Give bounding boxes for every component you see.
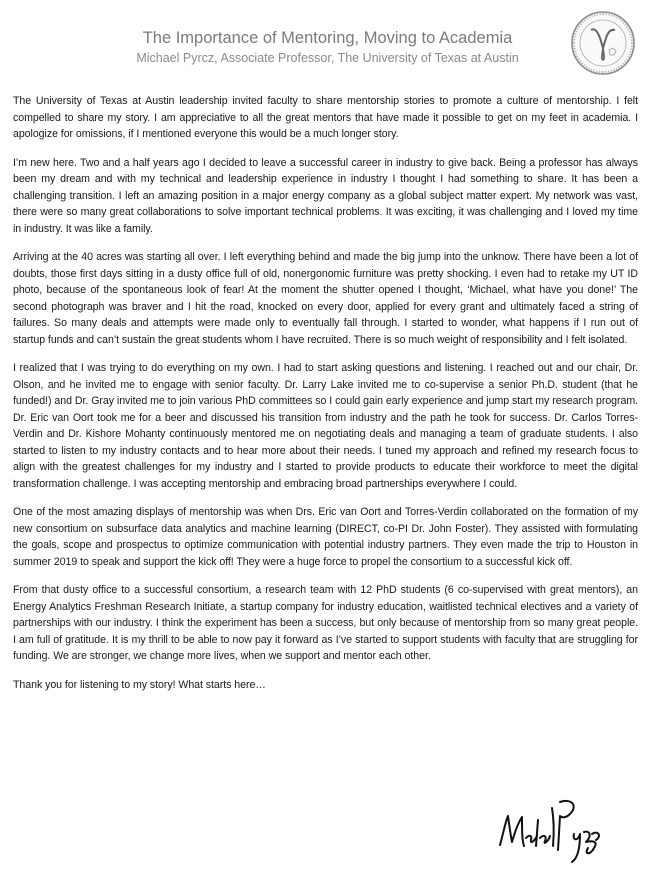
- signature-icon: [490, 790, 610, 870]
- university-seal-icon: [570, 10, 636, 76]
- author-line: Michael Pyrcz, Associate Professor, The University of Texas at Austin: [136, 51, 519, 65]
- document-header: [0, 28, 655, 67]
- paragraph-2: I’m new here. Two and a half years ago I decided to leave a successful career in industry to give back. Being a professor has always been my dream and with my technical and leadership experience in industry I thought I had something to share. It has been a challenging transition. I left an amazing position in a major energy company as a global subject matter expert. My network was vast, there were so many great collaborations to solve important technical problems. It was exciting, it was challenging and I loved my time in industry. It was like a family.: [13, 156, 638, 235]
- paragraph-4: I realized that I was trying to do everything on my own. I had to start asking questions and listening. I reached out and our chair, Dr. Olson, and he invited me to engage with senior faculty. Dr. Larry Lake invited me to co-supervise a senior Ph.D. student (that he funded!) and Dr. Gray invited me to join various PhD committees so I could gain early experience and jump start my research program. Dr. Eric van Oort took me for a beer and discussed his transition from industry and the path he took for success. Dr. Carlos Torres-Verdin and Dr. Kishore Mohanty continuously mentored me on negotiating deals and managing a team of graduate students. I also started to listen to my industry contacts and to hear more about their needs. I tuned my approach and refined my research focus to align with the greatest challenges for my industry and I started to provide products to educate their workforce to meet the digital transformation challenge. I was accepting mentorship and embracing broad partnerships everywhere I could.: [13, 362, 638, 490]
- paragraph-6: From that dusty office to a successful consortium, a research team with 12 PhD students (6 co-supervised with great mentors), an Energy Analytics Freshman Research Initiate, a startup company for industry education, waitlisted technical electives and a variety of partnerships with our industry. I think the experiment has been a success, but only because of mentorship from so many great people. I am full of gratitude. It is my thrill to be able to now pay it forward as I’ve started to support students with faculty that are struggling for funding. We are stronger, we change more lives, when we support and mentor each other.: [13, 584, 638, 662]
- paragraph-5: One of the most amazing displays of mentorship was when Drs. Eric van Oort and Torres-Verdin collaborated on the formation of my new consortium on subsurface data analytics and machine learning (DIRECT, co-PI Dr. John Foster). They assisted with formulating the goals, scope and prospectus to optimize communication with potential industry partners. They even made the trip to Houston in summer 2019 to speak and support the kick off! They were a huge force to propel the consortium to a successful kick off.: [13, 506, 638, 568]
- paragraph-1: The University of Texas at Austin leadership invited faculty to share mentorship stories to promote a culture of mentorship. I felt compelled to share my story. I am appreciative to all the great mentors that have made it possible to get on my feet in academia. I apologize for omissions, if I mentioned everyone this would be a much longer story.: [13, 95, 638, 140]
- closing-line: Thank you for listening to my story! What starts here…: [13, 678, 266, 691]
- letter-body: [13, 93, 638, 705]
- paragraph-3: Arriving at the 40 acres was starting all over. I left everything behind and made the big jump into the unknow. There have been a lot of doubts, those first days sitting in a dusty office full of old, nonergonomic furniture was pretty shocking. I even had to retake my UT ID photo, because of the spontaneous look of fear! At the moment the shutter opened I thought, ‘Michael, what have you done!’ The second photograph was braver and I hit the road, knocked on every door, applied for every grant and ultimately faced a string of failures. So many deals and attempts were made only to eventually fall through. I started to wonder, what happens if I run out of startup funds and can’t sustain the great students whom I have recruited. There is so much weight of responsibility and I felt isolated.: [13, 251, 638, 346]
- document-title: The Importance of Mentoring, Moving to Academia: [142, 29, 513, 47]
